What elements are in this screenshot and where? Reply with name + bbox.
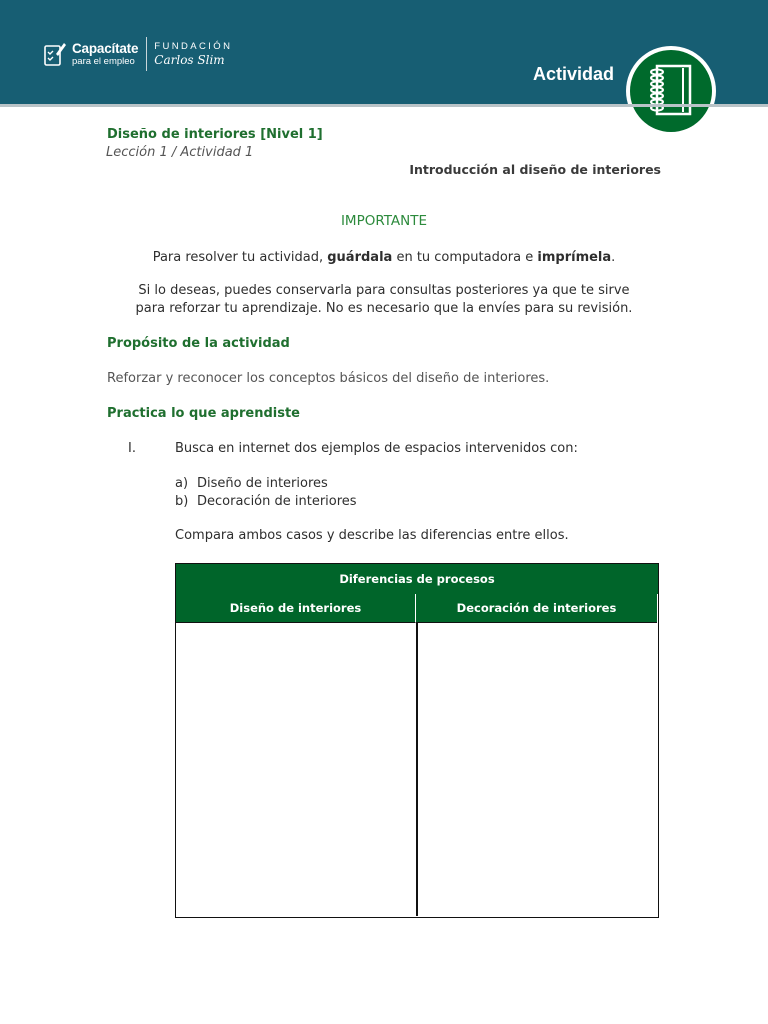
capacitate-logo xyxy=(44,37,232,71)
keep-note xyxy=(100,282,668,318)
print-emphasis: imprímela xyxy=(537,250,612,265)
logo-divider xyxy=(146,37,147,71)
notebook-icon xyxy=(647,64,695,118)
lesson-label: Lección 1 / Actividad 1 xyxy=(106,145,254,160)
keep-note-line: Si lo deseas, puedes conservarla para consultas posteriores ya que te sirve xyxy=(138,283,630,298)
header-bar xyxy=(0,0,768,104)
header-underline xyxy=(0,104,768,107)
keep-note-line: para reforzar tu aprendizaje. No es necesario que la envíes para su revisión. xyxy=(135,301,633,316)
purpose-heading: Propósito de la actividad xyxy=(107,336,290,351)
fundacion-signature: Carlos Slim xyxy=(154,53,225,68)
save-emphasis: guárdala xyxy=(327,250,393,265)
item-number: I. xyxy=(128,441,136,456)
list-item xyxy=(175,475,357,493)
column-header-decoration: Decoración de interiores xyxy=(416,594,657,623)
sub-list xyxy=(175,475,357,511)
column-header-design: Diseño de interiores xyxy=(176,594,416,623)
document-title: Introducción al diseño de interiores xyxy=(409,162,661,177)
instructions-text: . xyxy=(611,250,616,265)
instructions-line xyxy=(100,249,668,267)
checklist-logo-icon xyxy=(44,41,66,67)
course-title: Diseño de interiores [Nivel 1] xyxy=(107,127,323,142)
decoration-answer-cell[interactable] xyxy=(418,623,657,916)
purpose-text: Reforzar y reconocer los conceptos básicos del diseño de interiores. xyxy=(107,371,550,386)
logo-tagline: para el empleo xyxy=(72,56,135,67)
compare-instruction: Compara ambos casos y describe las diferencias entre ellos. xyxy=(175,528,569,543)
differences-table xyxy=(175,563,659,918)
important-heading: IMPORTANTE xyxy=(340,213,428,229)
item-text: Busca en internet dos ejemplos de espacios intervenidos con: xyxy=(175,441,578,456)
fundacion-label: FUNDACIÓN xyxy=(154,40,233,52)
design-answer-cell[interactable] xyxy=(176,623,416,916)
list-item-text: Diseño de interiores xyxy=(197,476,328,491)
list-marker: b) xyxy=(175,494,189,509)
list-marker: a) xyxy=(175,476,189,491)
section-title: Actividad xyxy=(533,64,615,84)
instructions-text: en tu computadora e xyxy=(392,250,538,265)
table-title: Diferencias de procesos xyxy=(176,564,658,595)
logo-brand-text: Capacítate xyxy=(72,40,139,56)
practice-heading: Practica lo que aprendiste xyxy=(107,406,301,421)
instructions-text: Para resolver tu actividad, xyxy=(152,250,328,265)
list-item xyxy=(175,493,357,511)
activity-badge xyxy=(626,46,716,136)
list-item-text: Decoración de interiores xyxy=(197,494,357,509)
